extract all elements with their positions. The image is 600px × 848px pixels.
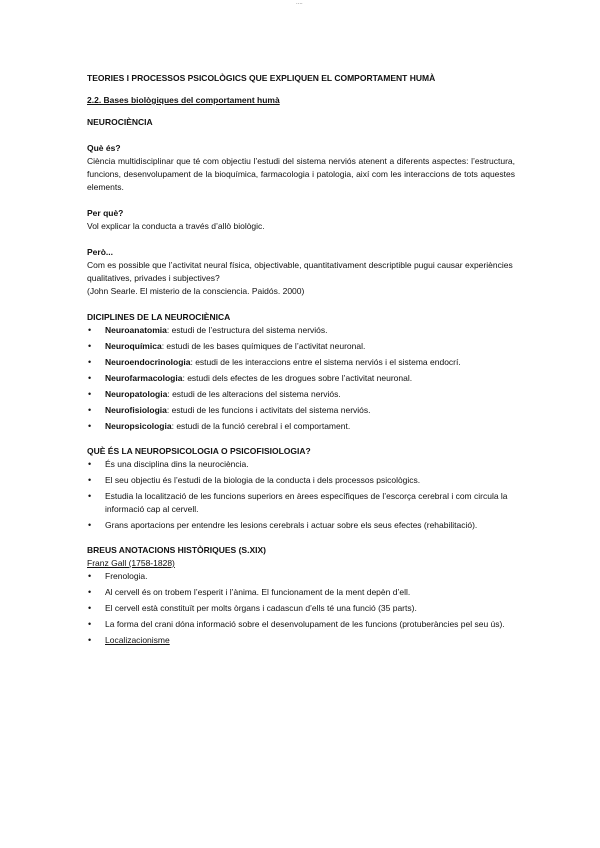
- bullet-icon: •: [88, 405, 92, 415]
- list-item: [87, 602, 515, 615]
- list-item: [87, 420, 515, 433]
- bullet-icon: •: [88, 603, 92, 613]
- discipline-desc: : estudi de les interaccions entre el sistema nerviós i el sistema endocrí.: [190, 357, 461, 367]
- disciplines-heading: DICIPLINES DE LA NEUROCIÈNICA: [87, 312, 231, 322]
- discipline-desc: : estudi de les alteracions del sistema nerviós.: [167, 389, 341, 399]
- pero-text: Com es possible que l’activitat neural física, objectivable, quantitativament descriptible pugui causar experiències qualitatives, privades i subjectives?: [87, 260, 513, 283]
- bullet-icon: •: [88, 571, 92, 581]
- discipline-desc: : estudi de l’estructura del sistema nerviós.: [166, 325, 328, 335]
- list-item-text: És una disciplina dins la neurociència.: [105, 459, 249, 469]
- discipline-term: Neuroanatomia: [105, 325, 167, 335]
- list-item: [87, 618, 515, 631]
- bullet-icon: •: [88, 587, 92, 597]
- discipline-desc: : estudi de les bases químiques de l’activitat neuronal.: [161, 341, 366, 351]
- discipline-desc: : estudi de la funció cerebral i el comportament.: [171, 421, 351, 431]
- discipline-term: Neuroendocrinologia: [105, 357, 191, 367]
- pero-citation: (John Searle. El misterio de la consciencia. Paidós. 2000): [87, 286, 305, 296]
- bullet-icon: •: [88, 475, 92, 485]
- list-item-text: Estudia la localització de les funcions superiors en àrees específiques de l’escorça cerebral i com circula la informació cap al cervell.: [105, 491, 508, 514]
- que-es-label: Què és?: [87, 143, 121, 153]
- list-item-text: El cervell està constituït per molts òrgans i cadascun d’ells té una funció (35 parts).: [105, 603, 417, 613]
- list-item-text: Frenologia.: [105, 571, 148, 581]
- list-item: [87, 372, 515, 385]
- discipline-desc: : estudi dels efectes de les drogues sobre l’activitat neuronal.: [182, 373, 413, 383]
- bullet-icon: •: [88, 520, 92, 530]
- bullet-icon: •: [88, 421, 92, 431]
- neuropsychology-list: [87, 458, 515, 532]
- list-item: [87, 458, 515, 471]
- neuropsychology-heading: QUÈ ÉS LA NEUROPSICOLOGIA O PSICOFISIOLOGIA?: [87, 446, 311, 456]
- per-que-label: Per què?: [87, 208, 124, 218]
- document-title: TEORIES I PROCESSOS PSICOLÒGICS QUE EXPLIQUEN EL COMPORTAMENT HUMÀ: [87, 73, 436, 83]
- discipline-desc: : estudi de les funcions i activitats del sistema nerviós.: [166, 405, 371, 415]
- bullet-icon: •: [88, 619, 92, 629]
- discipline-term: Neuroquímica: [105, 341, 162, 351]
- list-item: [87, 388, 515, 401]
- bullet-icon: •: [88, 325, 92, 335]
- list-item: [87, 474, 515, 487]
- discipline-term: Neuropatologia: [105, 389, 168, 399]
- section-subtitle: 2.2. Bases biològiques del comportament humà: [87, 95, 280, 105]
- bullet-icon: •: [88, 635, 92, 645]
- list-item: [87, 570, 515, 583]
- list-item: [87, 356, 515, 369]
- pero-label: Però...: [87, 247, 113, 257]
- discipline-term: Neurofisiologia: [105, 405, 167, 415]
- per-que-text: Vol explicar la conducta a través d’allò biològic.: [87, 221, 265, 231]
- document-content: [87, 72, 515, 650]
- list-item-text: La forma del crani dóna informació sobre el desenvolupament de les funcions (protuberàncies pel seu ús).: [105, 619, 505, 629]
- bullet-icon: •: [88, 373, 92, 383]
- list-item-text: Grans aportacions per entendre les lesions cerebrals i actuar sobre els seus efectes (rehabilitació).: [105, 520, 478, 530]
- list-item-text: Al cervell és on trobem l’esperit i l’ànima. El funcionament de la ment depèn d’ell.: [105, 587, 411, 597]
- section-neuroscience: NEUROCIÈNCIA: [87, 117, 153, 127]
- history-list: [87, 570, 515, 647]
- list-item: [87, 324, 515, 337]
- list-item: [87, 586, 515, 599]
- list-item-text: El seu objectiu és l’estudi de la biologia de la conducta i dels processos psicològics.: [105, 475, 421, 485]
- history-person: Franz Gall (1758-1828): [87, 558, 175, 568]
- bullet-icon: •: [88, 491, 92, 501]
- list-item: [87, 519, 515, 532]
- discipline-term: Neurofarmacologia: [105, 373, 183, 383]
- header-marker: ....: [296, 0, 303, 6]
- bullet-icon: •: [88, 357, 92, 367]
- bullet-icon: •: [88, 341, 92, 351]
- que-es-text: Ciència multidisciplinar que té com objectiu l’estudi del sistema nerviós atenent a diferents aspectes: l’estructura, funcions, desenvolupament de la bioquímica, farmacologia i patologia, així com les interaccions de tots aquestes elements.: [87, 156, 515, 192]
- history-heading: BREUS ANOTACIONS HISTÒRIQUES (S.XIX): [87, 545, 266, 555]
- list-item: [87, 404, 515, 417]
- discipline-term: Neuropsicologia: [105, 421, 172, 431]
- list-item: [87, 634, 515, 647]
- list-item: [87, 340, 515, 353]
- disciplines-list: [87, 324, 515, 433]
- list-item-text: Localizacionisme: [105, 635, 170, 645]
- bullet-icon: •: [88, 459, 92, 469]
- list-item: [87, 490, 515, 516]
- bullet-icon: •: [88, 389, 92, 399]
